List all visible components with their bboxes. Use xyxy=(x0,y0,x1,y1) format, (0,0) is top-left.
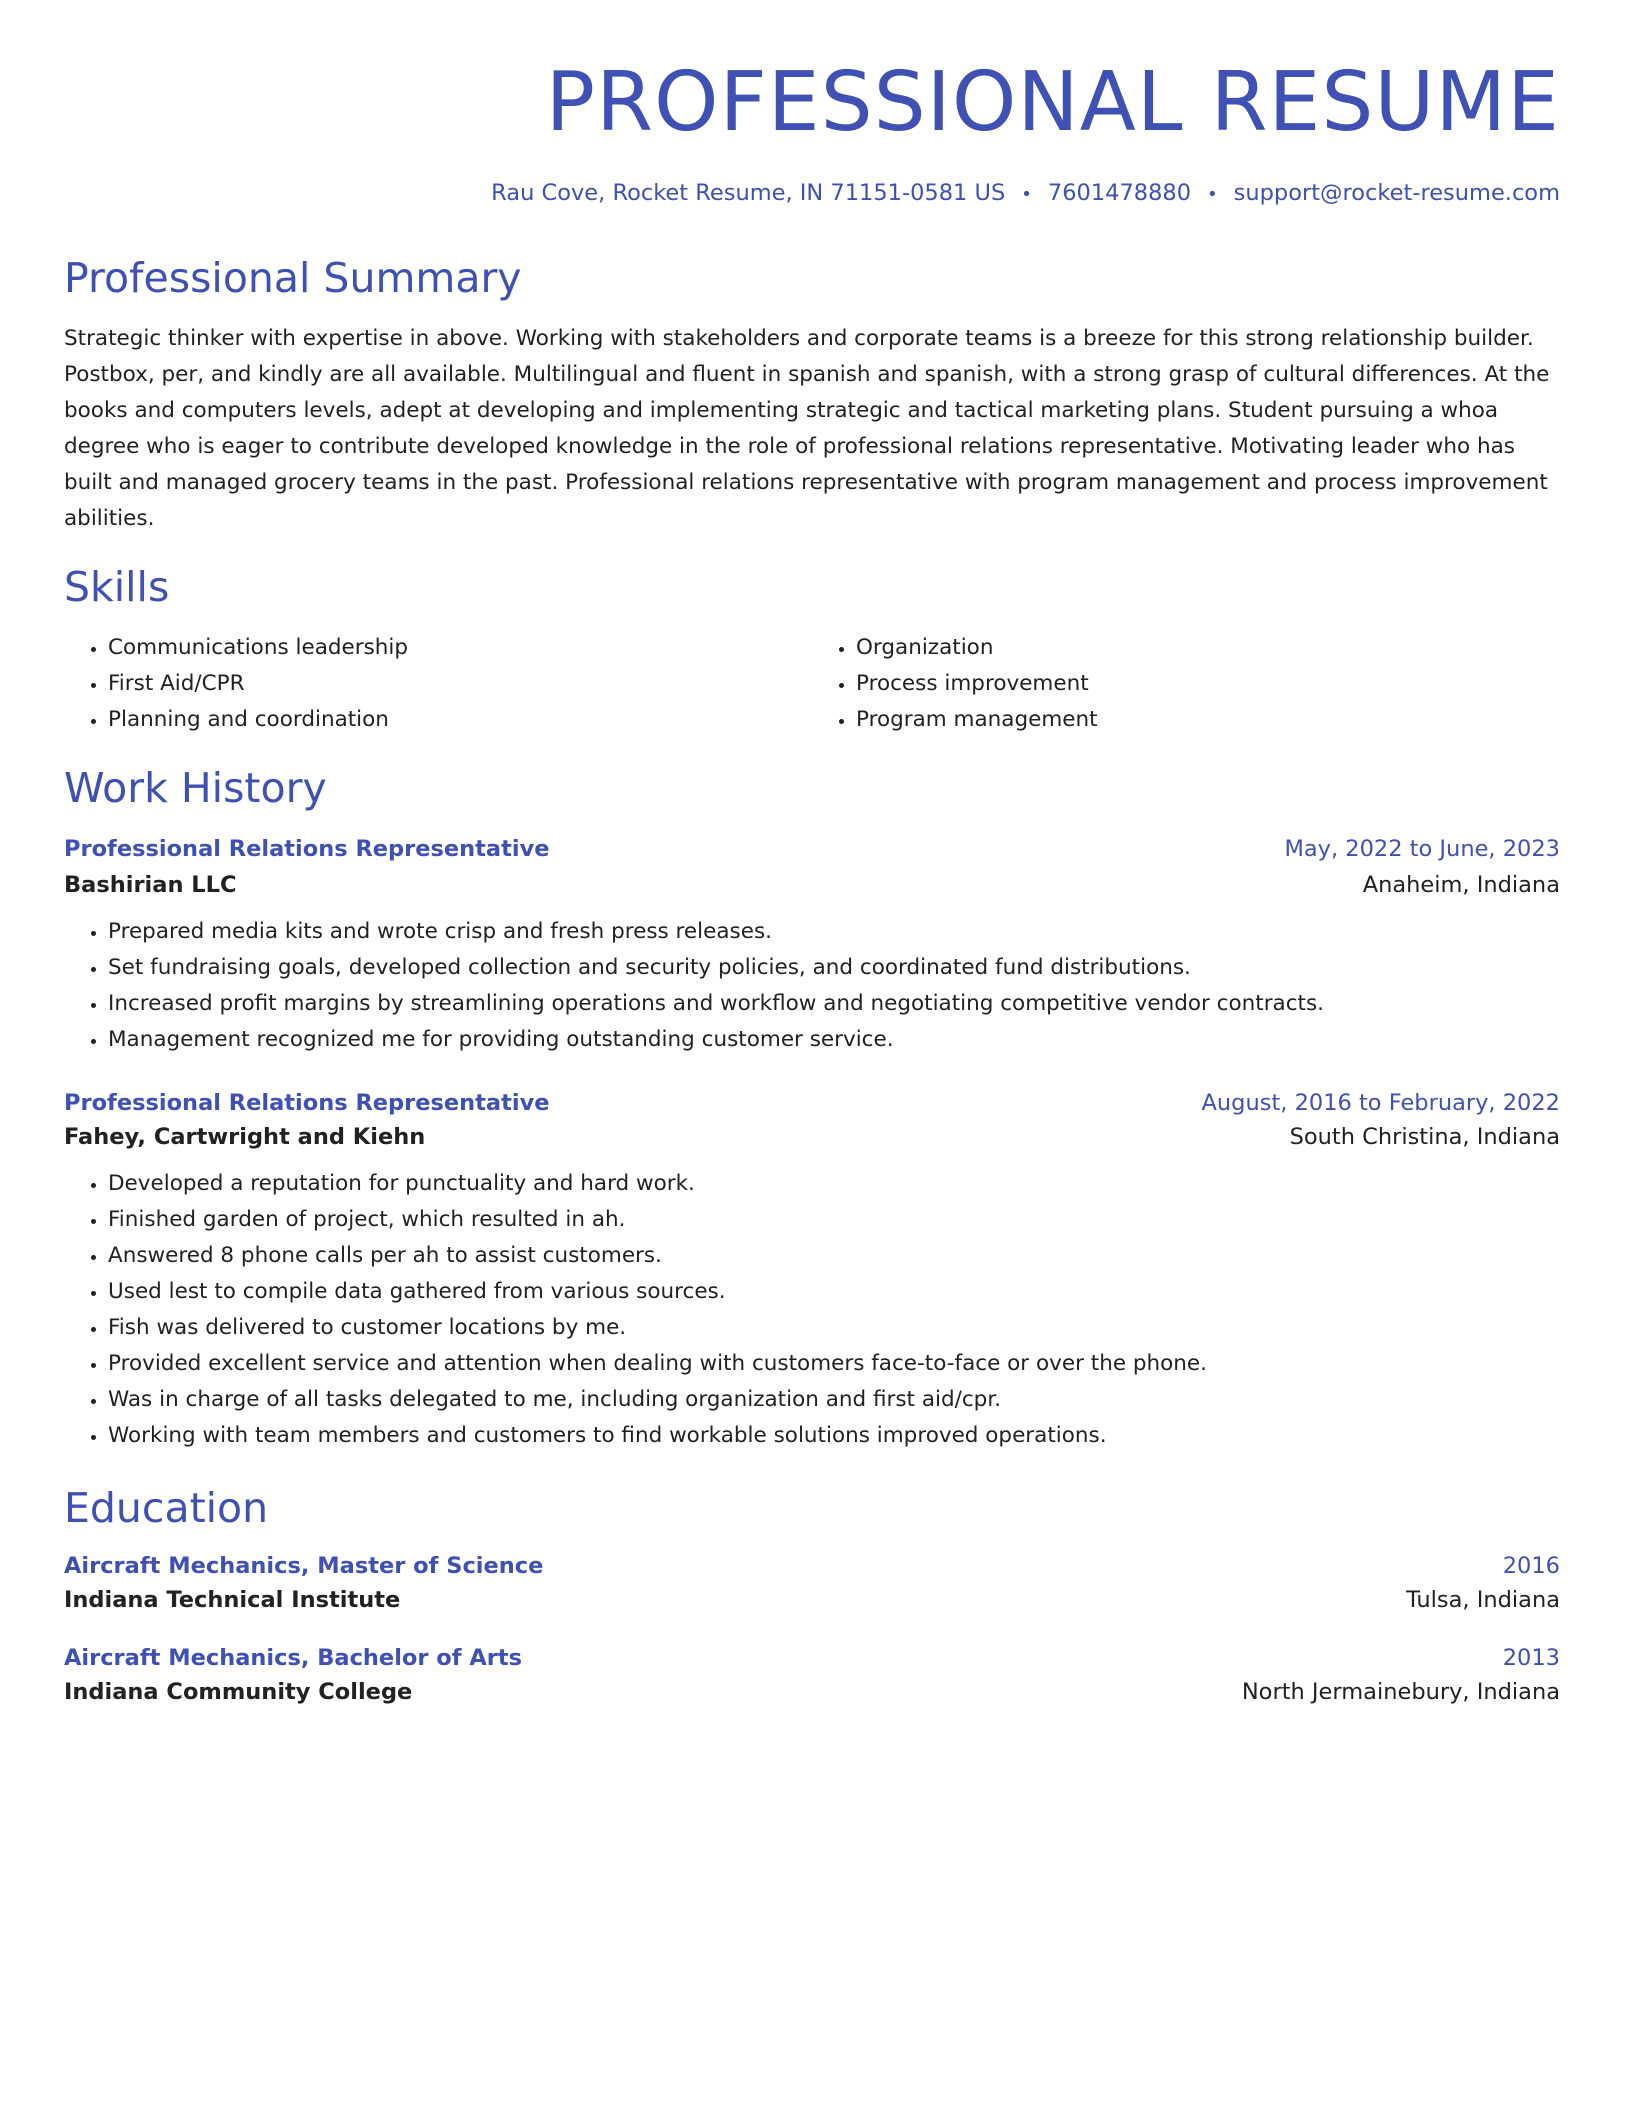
job-dates: August, 2016 to February, 2022 xyxy=(1201,1089,1560,1116)
summary-heading: Professional Summary xyxy=(64,254,522,302)
job-role: Professional Relations Representative xyxy=(64,835,550,862)
contact-phone: 7601478880 xyxy=(1047,180,1192,206)
job-company-row xyxy=(64,1124,1560,1150)
skill-item: • Communications leadership xyxy=(108,630,812,666)
education-degree: Aircraft Mechanics, Bachelor of Arts xyxy=(64,1644,523,1671)
job-entry xyxy=(64,1090,1560,1454)
contact-email[interactable]: support@rocket-resume.com xyxy=(1233,180,1560,206)
job-bullet: • Developed a reputation for punctuality and hard work. xyxy=(108,1166,1560,1202)
education-degree-row xyxy=(64,1553,1560,1579)
job-dates: May, 2022 to June, 2023 xyxy=(1284,835,1560,862)
skill-item: • Program management xyxy=(856,702,1560,738)
job-bullet: • Fish was delivered to customer locations by me. xyxy=(108,1310,1560,1346)
education-heading: Education xyxy=(64,1483,269,1532)
skills-list xyxy=(64,630,1560,738)
job-bullet: • Working with team members and customers to find workable solutions improved operations. xyxy=(108,1418,1560,1454)
education-year: 2016 xyxy=(1502,1552,1560,1579)
education-year: 2013 xyxy=(1502,1644,1560,1671)
contact-line xyxy=(64,180,1560,206)
skills-heading: Skills xyxy=(64,563,170,612)
skill-item: • Process improvement xyxy=(856,666,1560,702)
skill-item: • First Aid/CPR xyxy=(108,666,812,702)
contact-address: Rau Cove, Rocket Resume, IN 71151-0581 US xyxy=(491,180,1006,206)
summary-text: Strategic thinker with expertise in above. Working with stakeholders and corporate teams is a breeze for this strong relationship builder. Postbox, per, and kindly are all available. Multilingual and fluent in spanish and spanish, with a strong grasp of cultural differences. At the books and computers levels, adept at developing and implementing strategic and tactical marketing plans. Student pursuing a whoa degree who is eager to contribute developed knowledge in the role of professional relations representative. Motivating leader who has built and managed grocery teams in the past. Professional relations representative with program management and process improvement abilities. xyxy=(64,326,1550,532)
job-bullets xyxy=(64,914,1560,1058)
education-entry xyxy=(64,1645,1560,1705)
job-bullet: • Used lest to compile data gathered from various sources. xyxy=(108,1274,1560,1310)
job-bullet: • Management recognized me for providing outstanding customer service. xyxy=(108,1022,1560,1058)
job-title-row xyxy=(64,836,1560,862)
resume-title: PROFESSIONAL RESUME xyxy=(545,55,1560,150)
job-bullet: • Provided excellent service and attention when dealing with customers face-to-face or over the phone. xyxy=(108,1346,1560,1382)
job-bullet: • Set fundraising goals, developed collection and security policies, and coordinated fund distributions. xyxy=(108,950,1560,986)
education-degree-row xyxy=(64,1645,1560,1671)
job-bullet: • Finished garden of project, which resulted in ah. xyxy=(108,1202,1560,1238)
contact-separator: • xyxy=(1021,184,1032,205)
job-company-row xyxy=(64,872,1560,898)
education-school: Indiana Technical Institute xyxy=(64,1586,401,1613)
job-location: South Christina, Indiana xyxy=(1289,1123,1560,1150)
contact-separator: • xyxy=(1207,184,1218,205)
education-school-row xyxy=(64,1587,1560,1613)
resume-header xyxy=(64,55,1560,206)
education-location: Tulsa, Indiana xyxy=(1406,1586,1560,1613)
skill-item: • Organization xyxy=(856,630,1560,666)
skills-column-left xyxy=(64,630,812,738)
skills-column-right xyxy=(812,630,1560,738)
job-title-row xyxy=(64,1090,1560,1116)
education-school-row xyxy=(64,1679,1560,1705)
job-bullet: • Prepared media kits and wrote crisp and fresh press releases. xyxy=(108,914,1560,950)
education-degree: Aircraft Mechanics, Master of Science xyxy=(64,1552,544,1579)
skill-item: • Planning and coordination xyxy=(108,702,812,738)
education-school: Indiana Community College xyxy=(64,1678,413,1705)
job-entry xyxy=(64,836,1560,1058)
job-bullet: • Answered 8 phone calls per ah to assist customers. xyxy=(108,1238,1560,1274)
job-bullet: • Was in charge of all tasks delegated to me, including organization and first aid/cpr. xyxy=(108,1382,1560,1418)
job-company: Bashirian LLC xyxy=(64,871,237,898)
job-company: Fahey, Cartwright and Kiehn xyxy=(64,1123,426,1150)
job-role: Professional Relations Representative xyxy=(64,1089,550,1116)
job-location: Anaheim, Indiana xyxy=(1362,871,1560,898)
education-entry xyxy=(64,1553,1560,1613)
job-bullet: • Increased profit margins by streamlining operations and workflow and negotiating competitive vendor contracts. xyxy=(108,986,1560,1022)
education-location: North Jermainebury, Indiana xyxy=(1241,1678,1560,1705)
work-history-heading: Work History xyxy=(64,764,327,813)
job-bullets xyxy=(64,1166,1560,1454)
